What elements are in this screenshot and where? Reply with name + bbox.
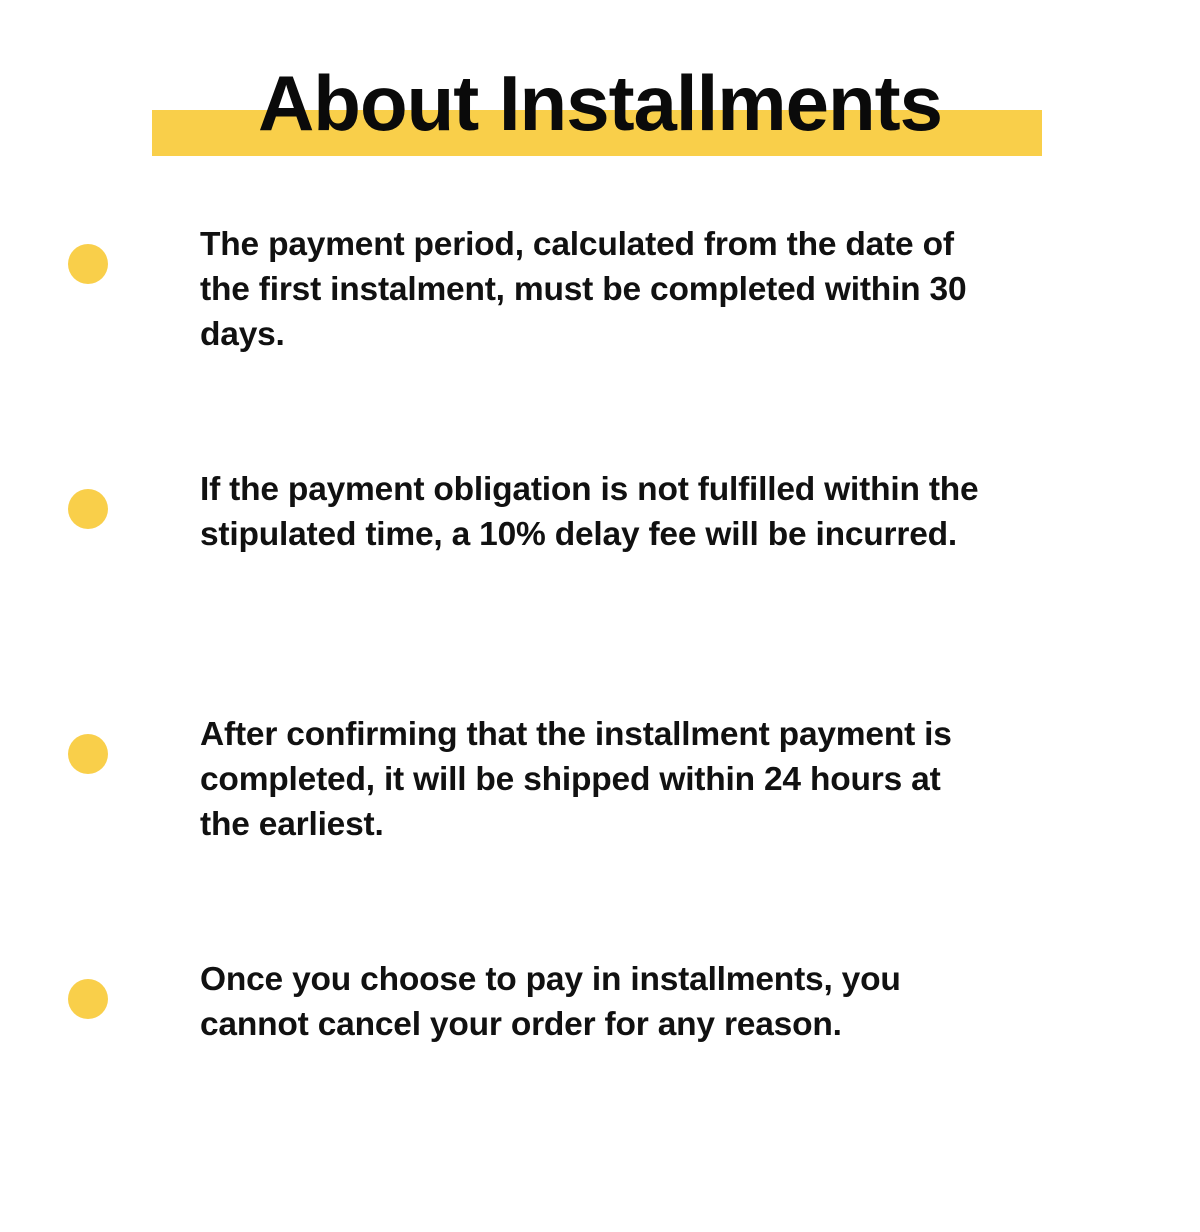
list-item [0, 222, 1200, 467]
list-item-text: If the payment obligation is not fulfilled within the stipulated time, a 10% delay fee will be incurred. [200, 471, 979, 553]
list-item-text: Once you choose to pay in installments, you cannot cancel your order for any reason. [200, 961, 901, 1043]
bullet-dot-icon [68, 734, 108, 774]
list-item [0, 957, 1200, 1202]
bullet-dot-icon [68, 979, 108, 1019]
list-item-text: After confirming that the installment payment is completed, it will be shipped within 24 hours at the earliest. [200, 716, 952, 843]
bullet-dot-cell [0, 712, 200, 774]
list-item-text: The payment period, calculated from the date of the first instalment, must be completed within 30 days. [200, 226, 967, 353]
bullet-dot-icon [68, 244, 108, 284]
bullet-dot-cell [0, 957, 200, 1019]
page-header [0, 32, 1200, 172]
bullet-list [0, 222, 1200, 1202]
list-item [0, 712, 1200, 957]
list-item [0, 467, 1200, 712]
installments-info-card [0, 32, 1200, 1232]
bullet-dot-icon [68, 489, 108, 529]
page-title: About Installments [257, 59, 943, 147]
bullet-dot-cell [0, 467, 200, 529]
bullet-dot-cell [0, 222, 200, 284]
